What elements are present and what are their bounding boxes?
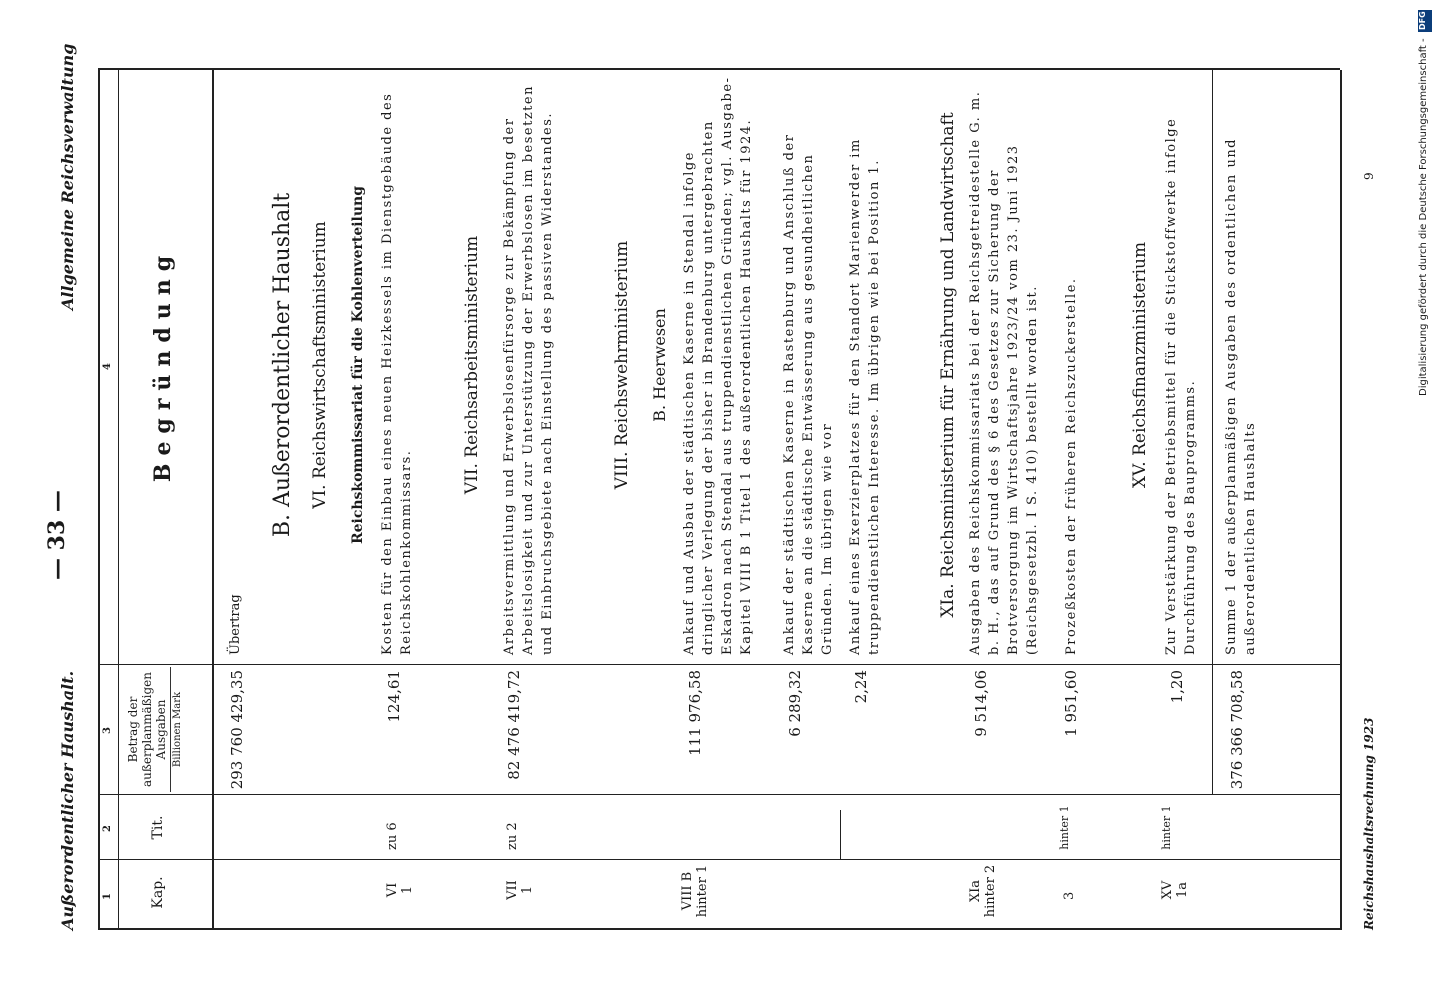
column-number-4: 4 (102, 363, 113, 370)
table-top-rule (98, 70, 100, 930)
heading-vi: VI. Reichswirtschaftsministerium (310, 221, 330, 509)
col-tit-border (98, 794, 1340, 795)
kap-viii-b: VIII B hinter 1 (680, 864, 710, 918)
column-head-tit: Tit. (150, 815, 166, 840)
table-left-border (98, 928, 1340, 930)
column-number-3: 3 (102, 727, 113, 734)
tit-xia-3: hinter 1 (1058, 805, 1071, 850)
kap-vi: VI 1 (385, 882, 415, 898)
amount-vii: 82 476 419,72 (505, 670, 523, 780)
column-head-begruendung: Begründung (150, 247, 176, 483)
divider-viii (840, 810, 841, 860)
kap-xv: XV 1a (1160, 880, 1190, 900)
heading-vii: VII. Reichsarbeitsministerium (462, 235, 482, 495)
text-vii: Arbeitsvermittlung und Erwerbslosenfürsorge zur Bekämpfung der Arbeitslosigkeit und zur Unterstützung der Erwerbslosen im besetzten und Einbruchsgebiete nach Einstellung des passiven Widerstandes. (502, 85, 555, 655)
text-xia-1: Ausgaben des Reichskommissariats bei der Reichsgetreidestelle G. m. b. H., das auf Grund des § 6 des Gesetzes zur Sicherung der Brotversorgung im Wirtschaftsjahre 1923/24 vom 23. Juni 1923 (Reichsgesetzbl. I S. 410) bestellt worden ist. (968, 90, 1040, 655)
amount-viii-3: 2,24 (852, 670, 870, 704)
column-number-1: 1 (102, 893, 113, 900)
table-bottom-rule (1340, 70, 1342, 930)
text-summe: Summe 1 der außerplanmäßigen Ausgaben des ordentlichen und außerordentlichen Haushalts (1224, 137, 1258, 655)
column-header-rule (212, 70, 214, 930)
column-number-rule (118, 70, 119, 930)
amount-xv: 1,20 (1168, 670, 1186, 704)
digitization-note (1418, 10, 1432, 396)
col-betrag-border (98, 664, 1340, 665)
text-uebertrag: Übertrag (228, 594, 243, 655)
tit-xv: hinter 1 (1160, 805, 1173, 850)
header-center-page-number: — 33 — (44, 490, 70, 580)
digitization-text: Digitalisierung gefördert durch die Deutsche Forschungsgemeinschaft - (1418, 38, 1429, 396)
kap-xia-3: 3 (1062, 891, 1077, 900)
text-xia-2: Prozeßkosten der früheren Reichszuckerstelle. (1064, 277, 1079, 655)
kap-xia: XIa hinter 2 (968, 864, 998, 918)
betrag-line-2: außerplanmäßigen (140, 671, 154, 788)
footer-page-number: 9 (1362, 172, 1376, 180)
betrag-line-1: Betrag der (126, 696, 140, 763)
tit-vi: zu 6 (385, 822, 400, 850)
tit-vii: zu 2 (505, 822, 520, 850)
text-viii-3: Ankauf eines Exerzierplatzes für den Standort Marienwerder im truppendienstlichen Interesse. Im übrigen wie bei Position 1. (848, 138, 882, 655)
text-viii-1: Ankauf und Ausbau der städtischen Kaserne in Stendal infolge dringlicher Verlegung der bisher in Brandenburg untergebrachten Eskadron nach Stendal aus truppendienstlichen Gründen; vgl. Ausgabe-Kapitel VIII B 1 Titel 1 des außerordentlichen Haushalts für 1924. (682, 76, 754, 655)
kap-vii: VII 1 (505, 880, 535, 900)
sum-rule-text (1212, 70, 1213, 665)
footer-left: Reichshaushaltsrechnung 1923 (1362, 717, 1376, 930)
subheading-kohlenverteilung: Reichskommissariat für die Kohlenverteilung (350, 185, 366, 545)
heading-viii: VIII. Reichswehrministerium (612, 240, 632, 490)
text-viii-2: Ankauf der städtischen Kaserne in Rastenburg und Anschluß der Kaserne an die städtische Entwässerung aus gesundheitlichen Gründen. Im übrigen wie vor (782, 133, 835, 655)
amount-viii-2: 6 289,32 (786, 670, 804, 737)
betrag-line-3: Ausgaben (154, 699, 168, 760)
sum-rule-amount (1212, 665, 1213, 795)
text-vi: Kosten für den Einbau eines neuen Heizkessels im Dienstgebäude des Reichskohlenkommissars. (380, 92, 414, 655)
dfg-logo: DFG (1418, 10, 1432, 32)
amount-summe: 376 366 708,58 (1228, 670, 1246, 790)
column-head-betrag (126, 667, 185, 792)
header-right: Allgemeine Reichsverwaltung (58, 43, 77, 310)
amount-xia-1: 9 514,06 (972, 670, 990, 737)
heading-xv: XV. Reichsfinanzministerium (1130, 241, 1150, 489)
text-xv: Zur Verstärkung der Betriebsmittel für die Stickstoffwerke infolge Durchführung des Bauprogramms. (1164, 117, 1198, 655)
heading-xia: XIa. Reichsministerium für Ernährung und Landwirtschaft (938, 112, 958, 618)
subheading-heerwesen: B. Heerwesen (650, 308, 669, 422)
section-heading-b: B. Außerordentlicher Haushalt (270, 192, 295, 538)
header-left: Außerordentlicher Haushalt. (58, 670, 77, 930)
column-head-kap: Kap. (150, 876, 166, 909)
amount-viii-1: 111 976,58 (686, 670, 704, 756)
betrag-unit: Billionen Mark (170, 667, 185, 792)
col-kap-border (98, 859, 1340, 860)
amount-xia-2: 1 951,60 (1062, 670, 1080, 737)
amount-vi: 124,61 (385, 670, 403, 723)
column-number-2: 2 (102, 825, 113, 832)
amount-uebertrag: 293 760 429,35 (228, 670, 246, 790)
